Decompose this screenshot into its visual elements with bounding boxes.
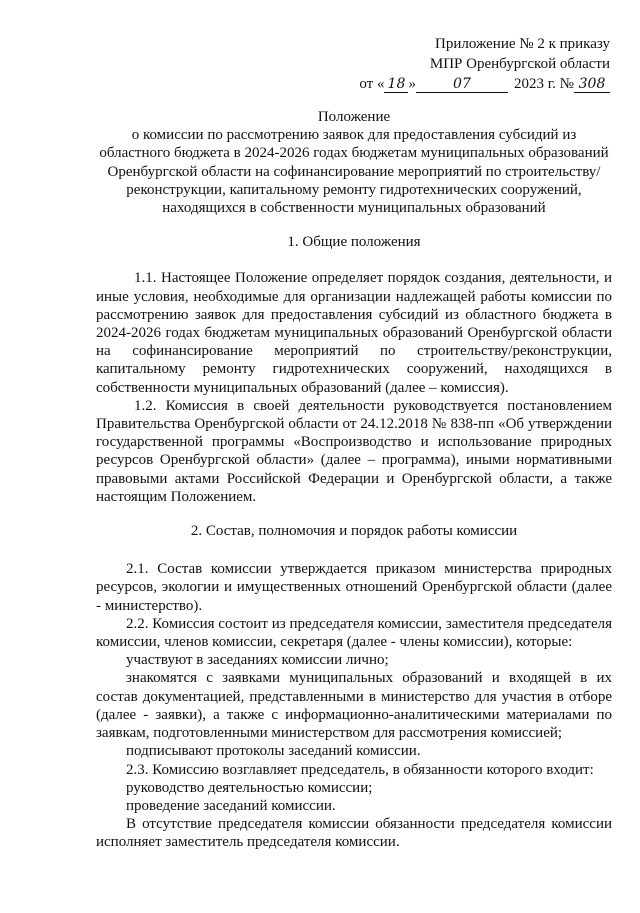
paragraph: 2.3. Комиссию возглавляет председатель, в обязанности которого входит:: [126, 761, 594, 778]
paragraph: 1.1. Настоящее Положение определяет порядок создания, деятельности, и иные условия, необходимые для организации надлежащей работы комиссии по рассмотрению заявок для предоставления субсидий из областного бюджета в 2024-2026 годах бюджетам муниципальных образований Оренбургской области на софинансирование мероприятий по строительству/реконструкции, капитальному ремонту гидротехнических сооружений, находящихся в собственности муниципальных образований (далее – комиссия).: [96, 270, 612, 396]
document-subtitle: о комиссии по рассмотрению заявок для предоставления субсидий из областного бюджета в 2024-2026 годах бюджетам муниципальных образований Оренбургской области на софинансирование мероприятий по строительству/реконструкции, капитальному ремонту гидротехнических сооружений, находящихся в собственности муниципальных образований: [99, 127, 609, 217]
document-body: [96, 108, 612, 852]
date-prefix: от «: [359, 76, 385, 92]
date-mid: »: [408, 76, 416, 92]
paragraph: 2.2. Комиссия состоит из председателя комиссии, заместителя председателя комиссии, членов комиссии, секретаря (далее - члены комиссии), которые:: [96, 615, 612, 651]
handwritten-order-number: 308: [574, 76, 610, 93]
paragraph: 2.1. Состав комиссии утверждается приказом министерства природных ресурсов, экологии и имущественных отношений Оренбургской области (далее - министерство).: [96, 561, 612, 614]
paragraph: руководство деятельностью комиссии;: [126, 779, 373, 796]
paragraph: В отсутствие председателя комиссии обязанности председателя комиссии исполняет заместитель председателя комиссии.: [96, 816, 612, 851]
appendix-line: Приложение № 2 к приказу: [435, 36, 610, 52]
section-heading: 2. Состав, полномочия и порядок работы комиссии: [190, 523, 518, 540]
ministry-line: МПР Оренбургской области: [429, 56, 610, 72]
paragraph: участвуют в заседаниях комиссии лично;: [126, 652, 389, 669]
handwritten-day: 18: [384, 76, 408, 93]
paragraph: подписывают протоколы заседаний комиссии.: [126, 743, 421, 760]
order-date-line: [350, 74, 610, 94]
document-title: Положение: [317, 109, 391, 125]
handwritten-month: 07: [416, 76, 508, 93]
paragraph: проведение заседаний комиссии.: [126, 797, 336, 814]
paragraph: 1.2. Комиссия в своей деятельности руководствуется постановлением Правительства Оренбургской области от 24.12.2018 № 838-пп «Об утверждении государственной программы «Воспроизводство и использование природных ресурсов Оренбургской области» (далее – программа), иными нормативными правовыми актами Российской Федерации и Оренбургской области, а также настоящим Положением.: [96, 397, 612, 505]
section-heading: 1. Общие положения: [287, 234, 421, 251]
date-year: 2023 г. №: [513, 76, 574, 92]
paragraph: знакомятся с заявками муниципальных образований и входящей в их состав документацией, представленными в министерство для участия в отборе (далее - заявки), а также с информационно-аналитическими материалами по заявкам, подготовленными министерством для рассмотрения комиссией;: [96, 670, 612, 742]
order-appendix-header: [350, 34, 610, 94]
